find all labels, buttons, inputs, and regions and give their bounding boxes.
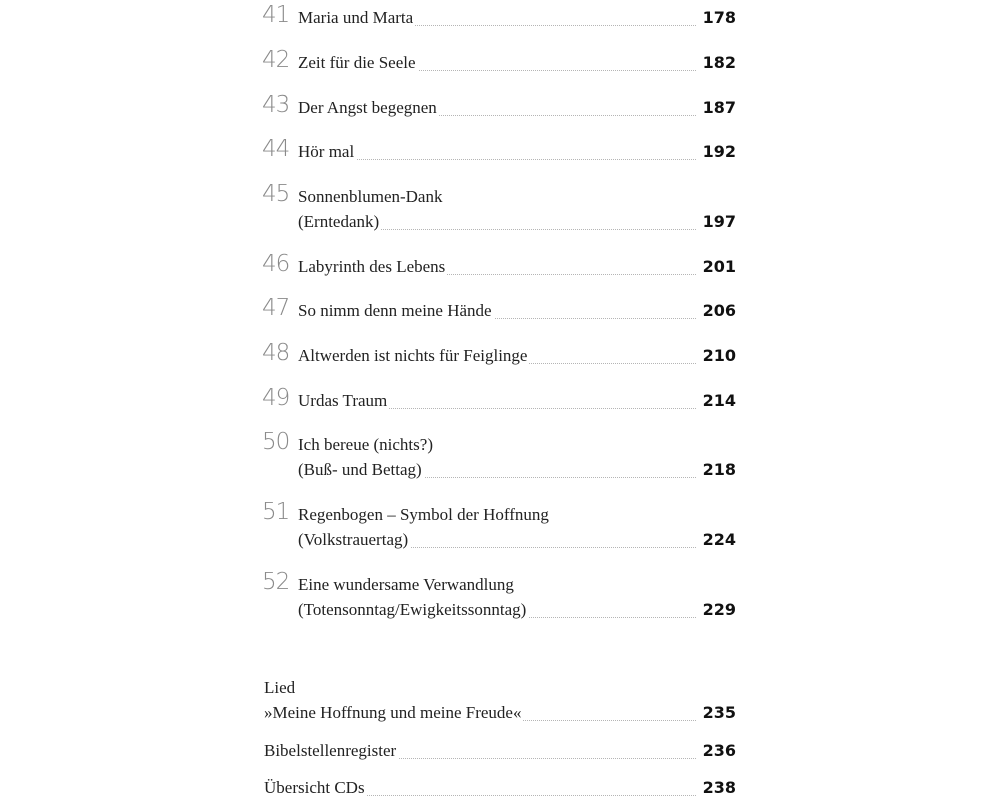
toc-entry-42[interactable] xyxy=(262,49,736,75)
page-number: 187 xyxy=(699,98,736,117)
toc-entry-45[interactable] xyxy=(262,183,736,235)
page-number: 235 xyxy=(699,703,736,722)
page-number: 178 xyxy=(699,8,736,27)
page-number: 238 xyxy=(699,778,736,797)
page-number: 210 xyxy=(699,346,736,365)
chapter-number: 48 xyxy=(262,340,290,366)
chapter-title: Eine wundersame Verwandlung xyxy=(298,575,514,594)
toc-entry-48[interactable] xyxy=(262,342,736,368)
chapter-title: Maria und Marta xyxy=(298,8,414,27)
toc-entry-47[interactable] xyxy=(262,297,736,323)
toc-entry-43[interactable] xyxy=(262,94,736,120)
toc-entry-52[interactable] xyxy=(262,571,736,623)
appendix-title: Bibelstellenregister xyxy=(264,741,397,760)
toc-entry-uebersicht-cds[interactable] xyxy=(264,778,736,802)
chapter-title: Ich bereue (nichts?) xyxy=(298,435,433,454)
page-number: 192 xyxy=(699,142,736,161)
chapter-subtitle: (Volkstrauertag) xyxy=(298,530,409,549)
toc-entry-50[interactable] xyxy=(262,431,736,483)
chapter-subtitle: (Totensonntag/Ewigkeitssonntag) xyxy=(298,600,527,619)
chapter-title: Sonnenblumen-Dank xyxy=(298,187,443,206)
chapter-number: 45 xyxy=(262,181,290,207)
chapter-number: 47 xyxy=(262,295,290,321)
chapter-title: Zeit für die Seele xyxy=(298,53,416,72)
toc-entry-46[interactable] xyxy=(262,253,736,279)
dot-leader xyxy=(298,159,696,160)
toc-entry-bibelstellenregister[interactable] xyxy=(264,741,736,765)
page-number: 182 xyxy=(699,53,736,72)
page-number: 214 xyxy=(699,391,736,410)
appendix-title: Übersicht CDs xyxy=(264,778,365,797)
chapter-title: So nimm denn meine Hände xyxy=(298,301,492,320)
page-number: 224 xyxy=(699,530,736,549)
chapter-title: Labyrinth des Lebens xyxy=(298,257,446,276)
chapter-title: Altwerden ist nichts für Feiglinge xyxy=(298,346,528,365)
page-number: 206 xyxy=(699,301,736,320)
chapter-title: Der Angst begegnen xyxy=(298,98,437,117)
chapter-subtitle: (Erntedank) xyxy=(298,212,380,231)
page-number: 197 xyxy=(699,212,736,231)
page-number: 201 xyxy=(699,257,736,276)
chapter-number: 49 xyxy=(262,385,290,411)
chapter-number: 42 xyxy=(262,47,290,73)
appendix-label: Lied xyxy=(264,678,296,697)
chapter-number: 50 xyxy=(262,429,290,455)
page-number: 229 xyxy=(699,600,736,619)
toc-entry-lied[interactable] xyxy=(264,678,736,728)
chapter-title: Urdas Traum xyxy=(298,391,388,410)
page-number: 236 xyxy=(699,741,736,760)
chapter-number: 52 xyxy=(262,569,290,595)
toc-entry-49[interactable] xyxy=(262,387,736,413)
toc-entry-44[interactable] xyxy=(262,138,736,164)
toc-entry-41[interactable] xyxy=(262,4,736,30)
chapter-number: 43 xyxy=(262,92,290,118)
chapter-title: Hör mal xyxy=(298,142,355,161)
chapter-number: 44 xyxy=(262,136,290,162)
appendix-title: »Meine Hoffnung und meine Freude« xyxy=(264,703,522,722)
chapter-title: Regenbogen – Symbol der Hoffnung xyxy=(298,505,549,524)
page-number: 218 xyxy=(699,460,736,479)
chapter-number: 46 xyxy=(262,251,290,277)
chapter-number: 51 xyxy=(262,499,290,525)
chapter-number: 41 xyxy=(262,2,290,28)
chapter-subtitle: (Buß- und Bettag) xyxy=(298,460,422,479)
toc-entry-51[interactable] xyxy=(262,501,736,553)
